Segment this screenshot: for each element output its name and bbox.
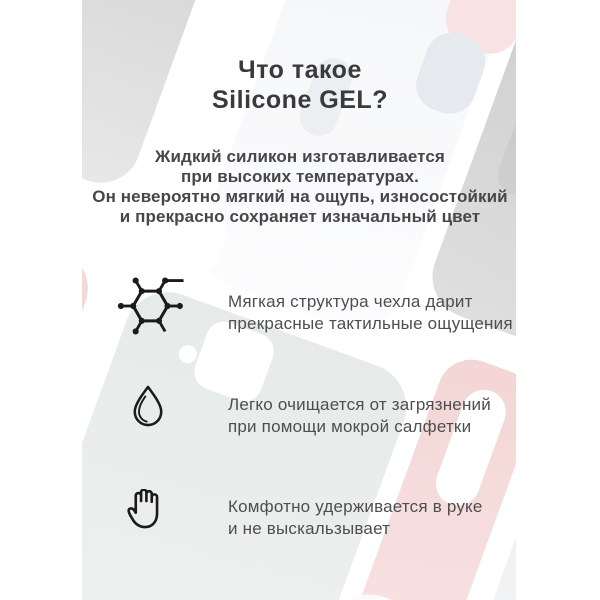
intro-line: Жидкий силикон изготавливается (155, 147, 445, 166)
water-drop-icon (130, 384, 166, 428)
intro-line: и прекрасно сохраняет изначальный цвет (119, 207, 481, 226)
feature-line: Мягкая структура чехла дарит (228, 292, 473, 311)
title-line-1: Что такое (238, 56, 362, 84)
intro-line: Он невероятно мягкий на ощупь, износостойкий (92, 187, 508, 206)
feature-text-comfort-grip (228, 496, 483, 540)
feature-line: при помощи мокрой салфетки (228, 417, 472, 436)
intro-line: при высоких температурах. (181, 167, 419, 186)
title-line-2: Silicone GEL? (212, 86, 388, 114)
feature-line: и не выскальзывает (228, 519, 391, 538)
molecule-icon (116, 275, 186, 337)
feature-text-easy-clean (228, 394, 491, 438)
intro-paragraph (0, 147, 600, 227)
feature-line: Комфотно удерживается в руке (228, 497, 483, 516)
feature-text-soft-structure (228, 291, 513, 335)
feature-line: прекрасные тактильные ощущения (228, 314, 513, 333)
page-title (0, 55, 600, 115)
hand-icon (126, 489, 160, 530)
feature-line: Легко очищается от загрязнений (228, 395, 491, 414)
